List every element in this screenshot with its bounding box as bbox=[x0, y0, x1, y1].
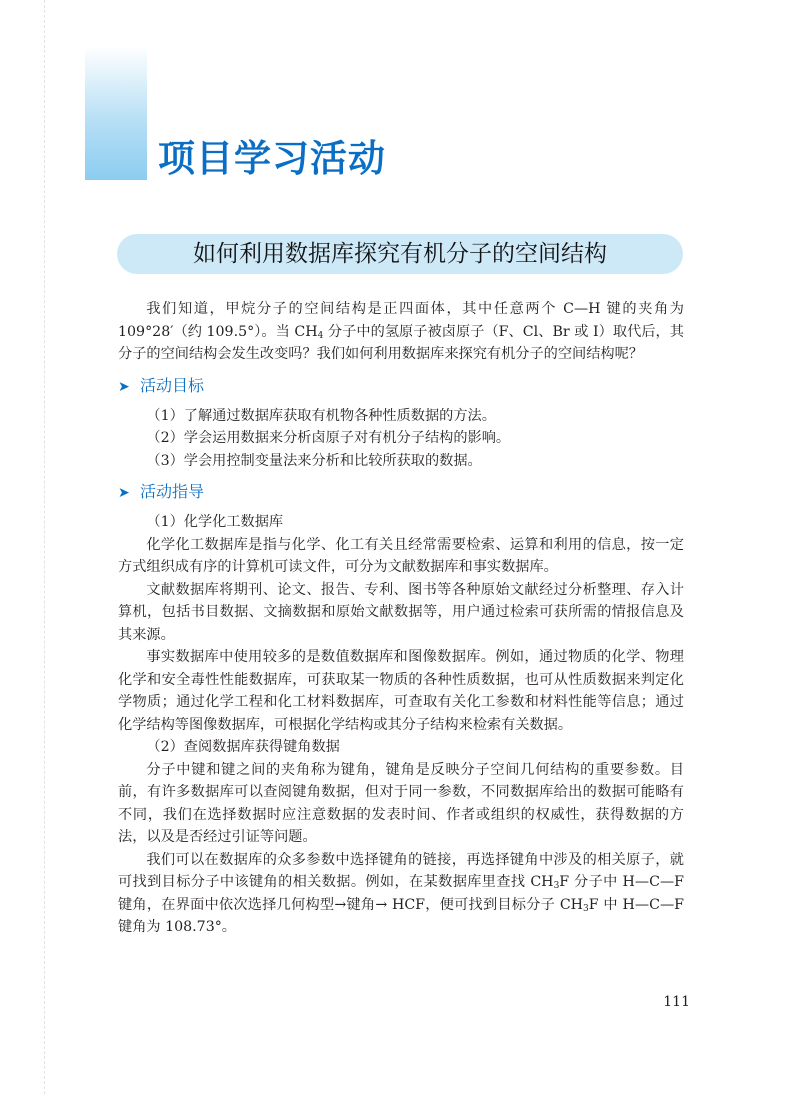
intro-text-a: 我们知道，甲烷分子的空间结构是正四面体，其中任意两个 C—H 键的夹角为 109°28′（约 109.5°）。当 CH bbox=[118, 301, 684, 340]
guide-subscript: 3 bbox=[553, 881, 560, 891]
page-number: 111 bbox=[663, 994, 690, 1010]
guide-paragraph: 文献数据库将期刊、论文、报告、专利、图书等各种原始文献经过分析整理、存入计算机，包括书目数据、文摘数据和原始文献数据等，用户通过检索可获所需的情报信息及其来源。 bbox=[118, 581, 684, 643]
goal-item: （2）学会运用数据来分析卤原子对有机分子结构的影响。 bbox=[146, 430, 511, 446]
guide-paragraph: 分子中键和键之间的夹角称为键角，键角是反映分子空间几何结构的重要参数。目前，有许多数据库可以查阅键角数据，但对于同一参数，不同数据库给出的数据可能略有不同，我们在选择数据时应注意数据的发表时间、作者或组织的权威性，获得数据的方法，以及是否经过引证等问题。 bbox=[118, 761, 684, 845]
main-content bbox=[118, 298, 684, 939]
guide-text-c: F 中 H—C—F 键角为 108.73°。 bbox=[118, 896, 684, 935]
topic-title: 如何利用数据库探究有机分子的空间结构 bbox=[193, 241, 607, 267]
arrow-right-icon: ➤ bbox=[118, 485, 130, 501]
guide-subscript: 3 bbox=[583, 903, 589, 914]
goal-item: （3）学会用控制变量法来分析和比较所获取的数据。 bbox=[146, 452, 482, 469]
margin-guide-line bbox=[44, 0, 45, 1094]
guide-paragraph bbox=[118, 849, 684, 939]
page-title: 项目学习活动 bbox=[158, 137, 386, 180]
guide-paragraph: 化学化工数据库是指与化学、化工有关且经常需要检索、运算和利用的信息，按一定方式组织成有序的计算机可读文件，可分为文献数据库和事实数据库。 bbox=[118, 536, 684, 575]
guide-text-b: F 分子中 H—C—F 键角，在界面中依次选择几何构型→键角→ HCF，便可找到目标分子 CH bbox=[118, 874, 684, 913]
subsection-bond-angle: （2）查阅数据库获得键角数据 bbox=[146, 739, 340, 755]
intro-paragraph bbox=[118, 298, 684, 366]
guide-paragraph: 事实数据库中使用较多的是数值数据库和图像数据库。例如，通过物质的化学、物理化学和安全毒性性能数据库，可获取某一物质的各种性质数据，也可从性质数据来判定化学物质；通过化学工程和化工材料数据库，可查取有关化工参数和材料性能等信息；通过化学结构等图像数据库，可根据化学结构或其分子结构来检索有关数据。 bbox=[118, 649, 684, 733]
goal-item: （1）了解通过数据库获取有机物各种性质数据的方法。 bbox=[146, 407, 496, 424]
guide-text-a: 我们可以在数据库的众多参数中选择键角的链接，再选择键角中涉及的相关原子，就可找到目标分子中该键角的相关数据。例如，在某数据库里查找 CH bbox=[118, 851, 684, 890]
goals-heading-label: 活动目标 bbox=[140, 375, 205, 395]
guide-heading-label: 活动指导 bbox=[140, 482, 205, 501]
goals-heading bbox=[118, 374, 684, 399]
intro-text-b: 分子中的氢原子被卤原子（F、Cl、Br 或 I）取代后，其分子的空间结构会发生改变吗？我们如何利用数据库来探究有机分子的空间结构呢？ bbox=[118, 323, 684, 362]
subsection-database: （1）化学化工数据库 bbox=[146, 514, 284, 530]
arrow-right-icon: ➤ bbox=[118, 378, 130, 395]
intro-subscript: 4 bbox=[317, 330, 324, 341]
guide-heading bbox=[118, 480, 684, 505]
title-accent-block bbox=[85, 46, 147, 180]
topic-banner bbox=[117, 234, 683, 274]
